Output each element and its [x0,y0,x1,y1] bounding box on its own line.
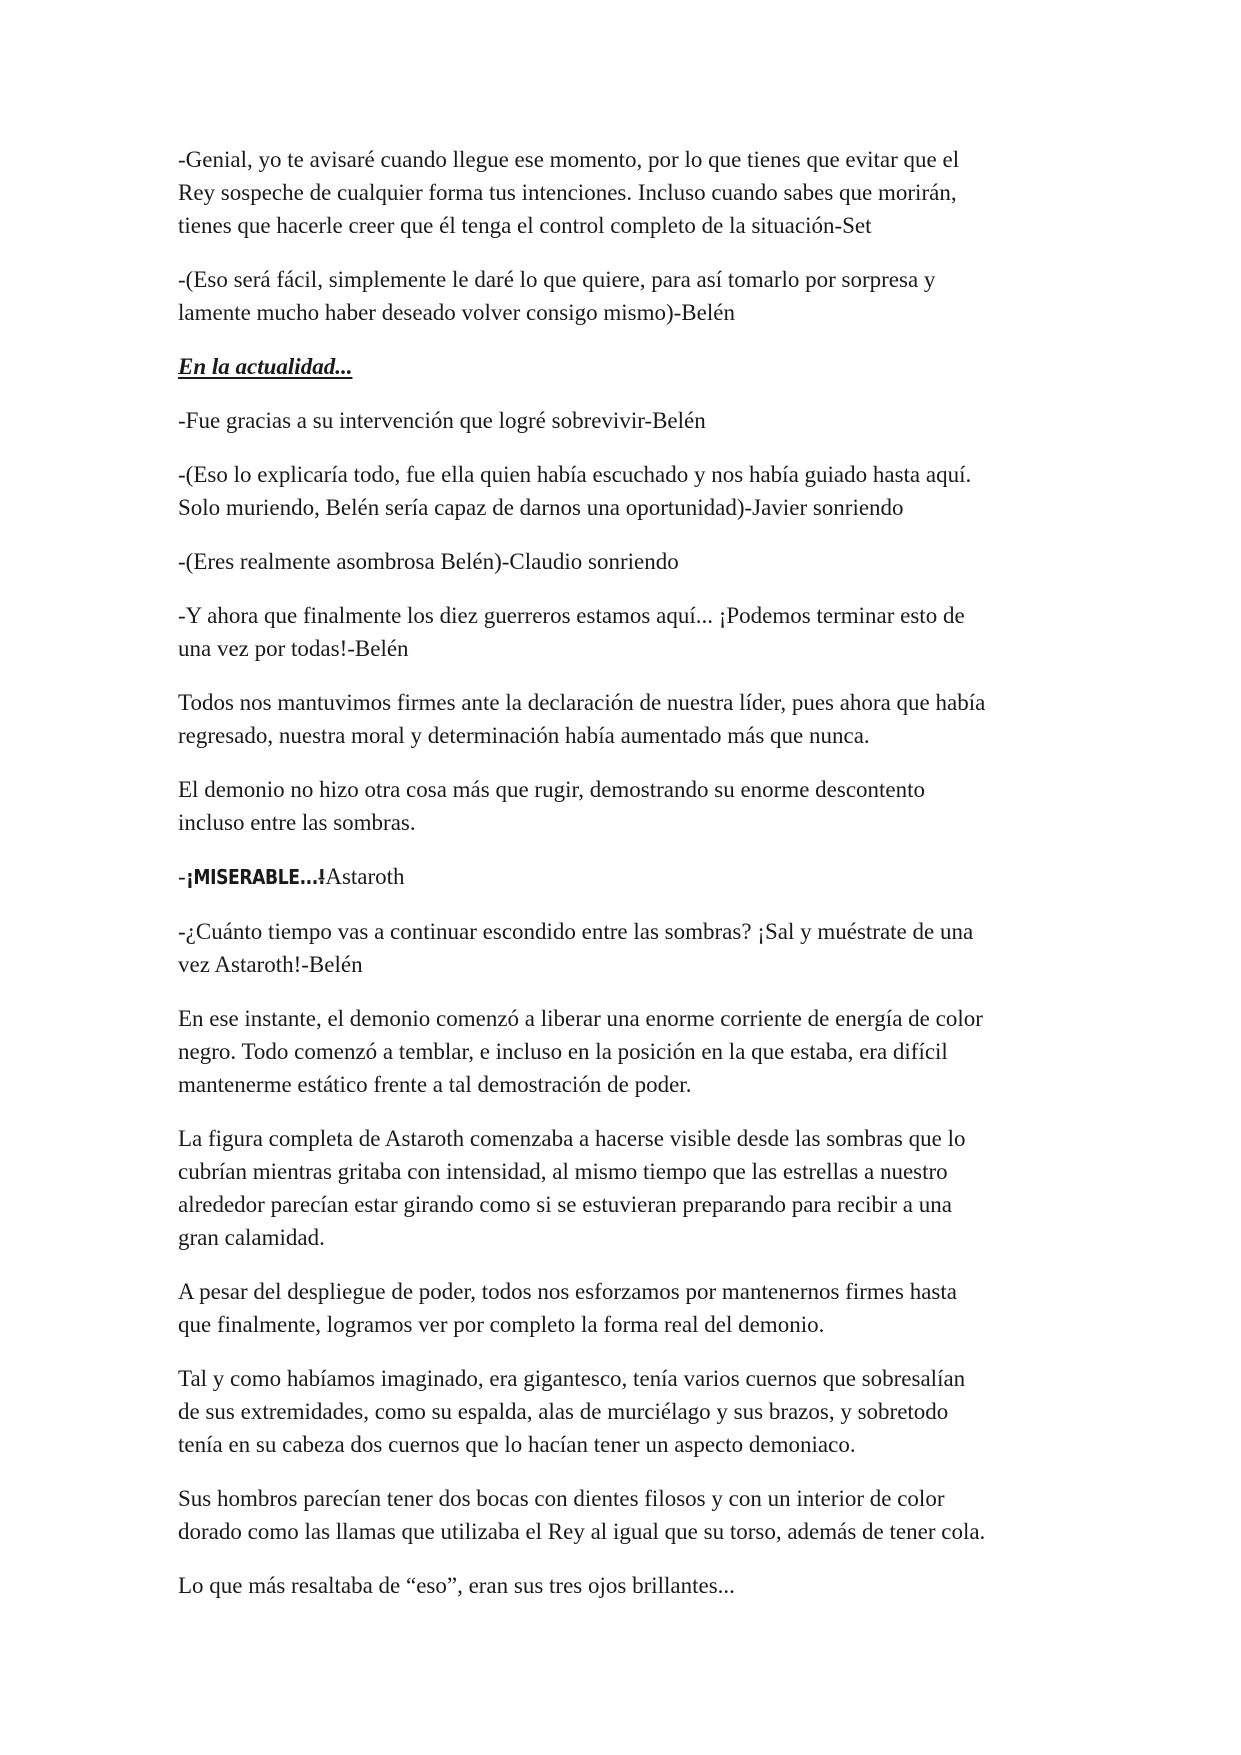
text-line: A pesar del despliegue de poder, todos nos esforzamos por mantenernos firmes hasta [178,1279,957,1304]
text-line: tenía en su cabeza dos cuernos que lo hacían tener un aspecto demoniaco. [178,1432,856,1457]
paragraph-7 [178,599,1073,665]
text-line: vez Astaroth!-Belén [178,952,363,977]
text-line: -(Eso será fácil, simplemente le daré lo que quiere, para así tomarlo por sorpresa y [178,267,936,292]
paragraph-14 [178,1275,1073,1341]
text-line: La figura completa de Astaroth comenzaba a hacerse visible desde las sombras que lo [178,1126,966,1151]
paragraph-13 [178,1122,1073,1254]
document-body [178,143,1073,1623]
text-line: -Y ahora que finalmente los diez guerreros estamos aquí... ¡Podemos terminar esto de [178,603,965,628]
text-line: negro. Todo comenzó a temblar, e incluso en la posición en la que estaba, era difícil [178,1039,948,1064]
paragraph-9 [178,773,1073,839]
text-line: Tal y como habíamos imaginado, era gigantesco, tenía varios cuernos que sobresalían [178,1366,966,1391]
text-line: -¿Cuánto tiempo vas a continuar escondido entre las sombras? ¡Sal y muéstrate de una [178,919,974,944]
text-line: -Genial, yo te avisaré cuando llegue ese momento, por lo que tienes que evitar que el [178,147,960,172]
text-line: una vez por todas!-Belén [178,636,409,661]
text-line: El demonio no hizo otra cosa más que rugir, demostrando su enorme descontento [178,777,926,802]
paragraph-17 [178,1569,1073,1602]
paragraph-4 [178,404,1073,437]
text-line: -Fue gracias a su intervención que logré sobrevivir-Belén [178,408,706,433]
speaker-name: -Astaroth [317,864,405,889]
text-line: alrededor parecían estar girando como si se estuvieran preparando para recibir a una [178,1192,952,1217]
text-line: de sus extremidades, como su espalda, alas de murciélago y sus brazos, y sobretodo [178,1399,949,1424]
text-line: que finalmente, logramos ver por completo la forma real del demonio. [178,1312,825,1337]
paragraph-2 [178,263,1073,329]
text-line: incluso entre las sombras. [178,810,416,835]
paragraph-8 [178,686,1073,752]
text-line: Sus hombros parecían tener dos bocas con dientes filosos y con un interior de color [178,1486,945,1511]
paragraph-16 [178,1482,1073,1548]
text-line: regresado, nuestra moral y determinación había aumentado más que nunca. [178,723,870,748]
text-line: En ese instante, el demonio comenzó a liberar una enorme corriente de energía de color [178,1006,983,1031]
paragraph-6 [178,545,1073,578]
text-line: Solo muriendo, Belén sería capaz de darnos una oportunidad)-Javier sonriendo [178,495,904,520]
paragraph-shout [178,860,1073,894]
paragraph-11 [178,915,1073,981]
text-line: tienes que hacerle creer que él tenga el control completo de la situación-Set [178,213,872,238]
dialogue-dash: - [178,864,186,889]
section-heading-paragraph [178,350,1073,383]
section-heading: En la actualidad... [178,354,353,379]
text-line: -(Eres realmente asombrosa Belén)-Claudio sonriendo [178,549,679,574]
text-line: Todos nos mantuvimos firmes ante la declaración de nuestra líder, pues ahora que había [178,690,986,715]
text-line: dorado como las llamas que utilizaba el Rey al igual que su torso, además de tener cola. [178,1519,986,1544]
paragraph-1 [178,143,1073,242]
shout-text: ¡MISERABLE...! [185,865,325,889]
text-line: gran calamidad. [178,1225,325,1250]
text-line: Lo que más resaltaba de “eso”, eran sus tres ojos brillantes... [178,1573,735,1598]
text-line: -(Eso lo explicaría todo, fue ella quien había escuchado y nos había guiado hasta aquí. [178,462,972,487]
text-line: lamente mucho haber deseado volver consigo mismo)-Belén [178,300,735,325]
text-line: cubrían mientras gritaba con intensidad, al mismo tiempo que las estrellas a nuestro [178,1159,948,1184]
paragraph-15 [178,1362,1073,1461]
text-line: Rey sospeche de cualquier forma tus intenciones. Incluso cuando sabes que morirán, [178,180,957,205]
text-line: mantenerme estático frente a tal demostración de poder. [178,1072,692,1097]
paragraph-5 [178,458,1073,524]
paragraph-12 [178,1002,1073,1101]
